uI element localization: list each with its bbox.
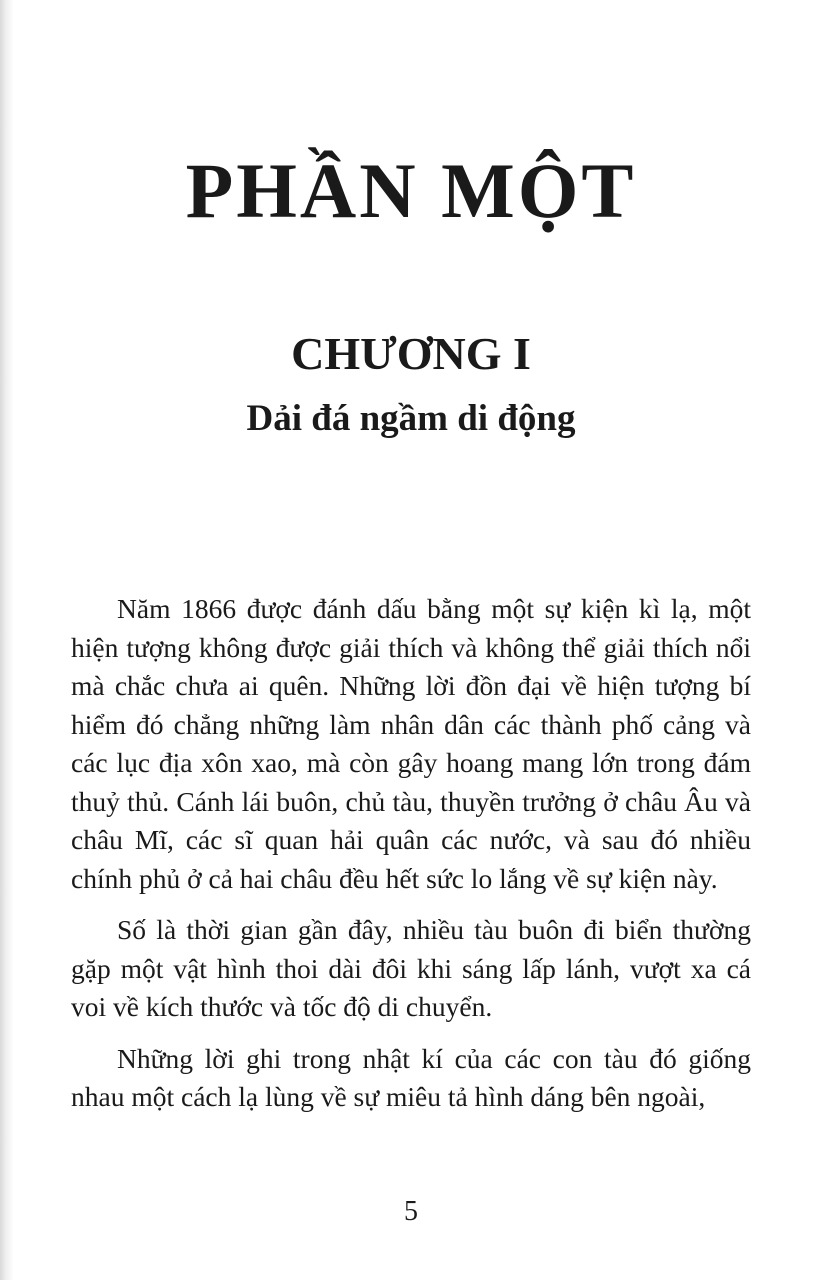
chapter-title: CHƯƠNG I [291, 328, 531, 379]
page-number: 5 [404, 1196, 418, 1227]
part-title: PHẦN MỘT [185, 147, 637, 234]
paragraph-1: Năm 1866 được đánh dấu bằng một sự kiện kì lạ, một hiện tượng không được giải thích và không thể giải thích nổi mà chắc chưa ai quên. Những lời đồn đại về hiện tượng bí hiểm đó chẳng những làm nhân dân các thành phố cảng và các lục địa xôn xao, mà còn gây hoang mang lớn trong đám thuỷ thủ. Cánh lái buôn, chủ tàu, thuyền trưởng ở châu Âu và châu Mĩ, các sĩ quan hải quân các nước, và sau đó nhiều chính phủ ở cả hai châu đều hết sức lo lắng về sự kiện này. [71, 593, 751, 894]
chapter-subtitle: Dải đá ngầm di động [246, 398, 576, 439]
paragraph-3: Những lời ghi trong nhật kí của các con tàu đó giống nhau một cách lạ lùng về sự miêu tả hình dáng bên ngoài, [71, 1042, 751, 1112]
body-text [71, 590, 751, 1130]
paragraph-2: Số là thời gian gần đây, nhiều tàu buôn đi biển thường gặp một vật hình thoi dài đôi khi sáng lấp lánh, vượt xa cá voi về kích thước và tốc độ di chuyển. [71, 914, 751, 1022]
